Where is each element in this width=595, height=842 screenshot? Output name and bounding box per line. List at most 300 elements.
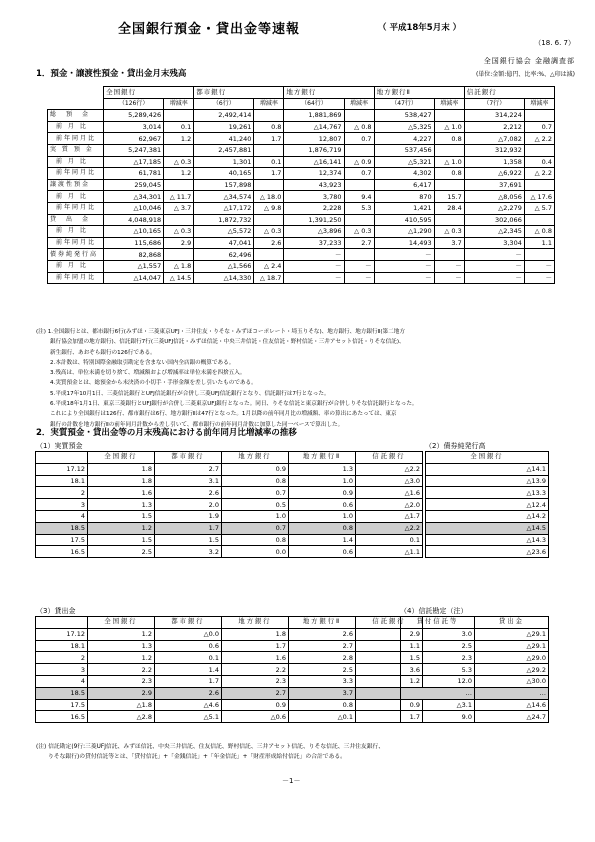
trend-row xyxy=(426,463,549,475)
rate-cell: 28.4 xyxy=(434,202,464,214)
rate-cell xyxy=(524,214,554,226)
value-cell: △12.4 xyxy=(426,499,549,511)
column-header: 地方銀行 xyxy=(222,617,289,629)
trend-row xyxy=(401,687,549,699)
trend-header-row xyxy=(36,617,423,629)
rate-cell: 2.9 xyxy=(164,237,194,249)
rate-cell xyxy=(164,249,194,261)
rate-header: 増減率 xyxy=(164,98,194,110)
amount-cell: △1,290 xyxy=(374,226,434,238)
column-header: 全国銀行 xyxy=(88,617,155,629)
trend-row xyxy=(401,711,549,723)
amount-cell: △17,172 xyxy=(194,202,254,214)
value-cell: △23.6 xyxy=(426,546,549,558)
rate-cell: 9.4 xyxy=(344,191,374,203)
month-cell: 2 xyxy=(36,487,88,499)
rate-cell xyxy=(434,249,464,261)
amount-cell: 2,492,414 xyxy=(194,110,254,122)
amount-cell: △2,345 xyxy=(464,226,524,238)
balance-table xyxy=(47,86,555,284)
row-label: 前年同月比 xyxy=(48,168,104,180)
month-cell: 4 xyxy=(36,675,88,687)
row-label: 債券純発行高 xyxy=(48,249,104,261)
row-label: 実 質 預 金 xyxy=(48,144,104,156)
value-cell: 2.0 xyxy=(155,499,222,511)
amount-cell: 3,014 xyxy=(104,121,164,133)
amount-cell: 3,304 xyxy=(464,237,524,249)
value-cell: … xyxy=(401,687,475,699)
column-header: 都市銀行 xyxy=(155,452,222,464)
group-name: 全国銀行 xyxy=(104,87,194,99)
column-header: 信託銀行 xyxy=(356,617,423,629)
rate-header: 増減率 xyxy=(524,98,554,110)
trend-header-row xyxy=(426,452,549,464)
value-cell: △3.1 xyxy=(401,699,475,711)
rate-cell: △ 1.0 xyxy=(434,156,464,168)
amount-cell: 47,041 xyxy=(194,237,254,249)
amount-cell: 1,301 xyxy=(194,156,254,168)
rate-cell: △ 14.5 xyxy=(164,272,194,284)
value-cell: 1.3 xyxy=(88,499,155,511)
table-row xyxy=(48,191,555,203)
row-label: 貸 出 金 xyxy=(48,214,104,226)
value-cell: 0.6 xyxy=(155,640,222,652)
rate-cell xyxy=(164,110,194,122)
rate-cell: 0.8 xyxy=(254,121,284,133)
value-cell: 1.7 xyxy=(155,675,222,687)
trust-caption: （4）信託勘定（注） xyxy=(400,607,468,615)
rate-cell xyxy=(254,214,284,226)
rate-cell: △ 0.3 xyxy=(344,226,374,238)
month-cell: 3 xyxy=(36,499,88,511)
rate-cell: △ 18.7 xyxy=(254,272,284,284)
value-cell: 1.3 xyxy=(289,463,356,475)
row-label: 前年同月比 xyxy=(48,133,104,145)
value-cell: 12.0 xyxy=(401,675,475,687)
row-label: 総 預 金 xyxy=(48,110,104,122)
value-cell: 1.6 xyxy=(222,652,289,664)
rate-cell xyxy=(434,110,464,122)
rate-cell xyxy=(164,214,194,226)
value-cell: 2.6 xyxy=(155,487,222,499)
rate-cell: 1.1 xyxy=(524,237,554,249)
value-cell: 0.1 xyxy=(356,534,423,546)
amount-cell: 1,881,869 xyxy=(284,110,344,122)
value-cell: 3.0 xyxy=(401,628,475,640)
row-label: 前 月 比 xyxy=(48,121,104,133)
value-cell: 0.9 xyxy=(222,699,289,711)
rate-cell: △ 1.0 xyxy=(434,121,464,133)
loans-trend-table xyxy=(35,616,423,723)
table-row xyxy=(48,121,555,133)
trend-row xyxy=(401,652,549,664)
value-cell: △14.1 xyxy=(426,463,549,475)
amount-cell: △7,082 xyxy=(464,133,524,145)
amount-cell: 538,427 xyxy=(374,110,434,122)
trend-row xyxy=(401,640,549,652)
rate-cell: 1.2 xyxy=(164,133,194,145)
value-cell: △2.0 xyxy=(356,499,423,511)
amount-cell: △8,056 xyxy=(464,191,524,203)
value-cell: 0.8 xyxy=(289,522,356,534)
value-cell: △1.6 xyxy=(356,487,423,499)
trend-row xyxy=(401,628,549,640)
rate-cell xyxy=(344,110,374,122)
rate-cell: 1.7 xyxy=(254,168,284,180)
trend-header-row xyxy=(401,617,549,629)
trend-row xyxy=(426,499,549,511)
row-label: 前 月 比 xyxy=(48,226,104,238)
column-header: 地方銀行Ⅱ xyxy=(289,452,356,464)
trend-row xyxy=(401,699,549,711)
value-cell: △13.3 xyxy=(426,487,549,499)
loans-caption: （3）貸出金 xyxy=(36,607,76,615)
value-cell: △29.2 xyxy=(475,664,549,676)
value-cell: … xyxy=(475,687,549,699)
bonds-caption: （2）債券純発行高 xyxy=(425,442,486,450)
table-row xyxy=(48,179,555,191)
value-cell: △30.0 xyxy=(475,675,549,687)
amount-cell: △14,330 xyxy=(194,272,254,284)
table-row xyxy=(48,168,555,180)
amount-cell: 19,261 xyxy=(194,121,254,133)
value-cell: 1.2 xyxy=(88,652,155,664)
amount-cell: △10,165 xyxy=(104,226,164,238)
rate-cell: 0.1 xyxy=(254,156,284,168)
trend-row xyxy=(401,675,549,687)
column-header: 信託銀行 xyxy=(356,452,423,464)
value-cell: 1.7 xyxy=(155,522,222,534)
note-line: 2.本計数は、特別国際金融取引勘定を含まない国内全店銀の概算である。 xyxy=(50,359,235,366)
trend-row xyxy=(36,475,423,487)
amount-cell: △16,141 xyxy=(284,156,344,168)
amount-cell: △1,557 xyxy=(104,260,164,272)
rate-cell: △ 0.9 xyxy=(344,156,374,168)
amount-cell: 870 xyxy=(374,191,434,203)
note-line: 銀行協会加盟の地方銀行)、信託銀行7行(三菱UFJ信託・みずほ信託・中央三井信託・住友信託・野村信託・三井アセット信託・りそな信託)、 xyxy=(50,339,405,346)
note-line: 4.実質預金とは、総預金から未決済の小切手・手形金額を差し引いたものである。 xyxy=(50,380,257,387)
value-cell: 1.5 xyxy=(88,510,155,522)
trend-row xyxy=(36,522,423,534)
rate-cell: 0.8 xyxy=(434,133,464,145)
rate-cell: 15.7 xyxy=(434,191,464,203)
value-cell: 1.7 xyxy=(356,711,423,723)
rate-cell xyxy=(524,249,554,261)
value-cell: 0.0 xyxy=(222,546,289,558)
trend-row xyxy=(426,546,549,558)
value-cell: △24.7 xyxy=(475,711,549,723)
month-cell: 16.5 xyxy=(36,711,88,723)
note-line: (注) 1.全国銀行とは、都市銀行6行(みずほ・三菱東京UFJ・三井住友・りそな・みずほコーポレート・埼玉りそな)、地方銀行、地方銀行Ⅱ(第二地方 xyxy=(36,329,405,335)
trend-row xyxy=(36,628,423,640)
rate-cell xyxy=(434,214,464,226)
rate-header: 増減率 xyxy=(434,98,464,110)
value-cell: 2.5 xyxy=(88,546,155,558)
group-name: 都市銀行 xyxy=(194,87,284,99)
rate-cell: 5.3 xyxy=(344,202,374,214)
amount-cell: 40,165 xyxy=(194,168,254,180)
month-cell: 18.1 xyxy=(36,475,88,487)
row-label: 前年同月比 xyxy=(48,272,104,284)
rate-cell: 3.7 xyxy=(434,237,464,249)
amount-cell: 157,898 xyxy=(194,179,254,191)
amount-cell: △34,301 xyxy=(104,191,164,203)
value-cell: △2.2 xyxy=(356,522,423,534)
trend-row xyxy=(36,652,423,664)
trend-row xyxy=(426,534,549,546)
group-count: （6行） xyxy=(194,98,254,110)
value-cell: 1.4 xyxy=(155,664,222,676)
rate-cell xyxy=(344,179,374,191)
rate-cell: △ 0.8 xyxy=(344,121,374,133)
rate-cell: △ 0.3 xyxy=(164,156,194,168)
rate-cell: △ 2.2 xyxy=(524,168,554,180)
amount-cell: 62,496 xyxy=(194,249,254,261)
value-cell: △29.1 xyxy=(475,640,549,652)
value-cell: △0.1 xyxy=(289,711,356,723)
value-cell: △0.6 xyxy=(222,711,289,723)
amount-cell: △1,566 xyxy=(194,260,254,272)
amount-cell: △14,047 xyxy=(104,272,164,284)
value-cell: △14.3 xyxy=(426,534,549,546)
group-name: 信託銀行 xyxy=(464,87,554,99)
amount-cell: 537,456 xyxy=(374,144,434,156)
value-cell: 3.1 xyxy=(155,475,222,487)
column-header: 地方銀行 xyxy=(222,452,289,464)
value-cell: 3.6 xyxy=(356,664,423,676)
amount-cell: △5,572 xyxy=(194,226,254,238)
deposits-caption: （1）実質預金 xyxy=(36,442,83,450)
month-cell: 17.5 xyxy=(36,534,88,546)
rate-cell xyxy=(344,249,374,261)
value-cell: 0.1 xyxy=(155,652,222,664)
value-cell: 0.6 xyxy=(289,546,356,558)
amount-cell: 43,923 xyxy=(284,179,344,191)
amount-cell: 2,457,881 xyxy=(194,144,254,156)
rate-cell xyxy=(524,110,554,122)
value-cell: 1.0 xyxy=(289,510,356,522)
amount-cell: △2,279 xyxy=(464,202,524,214)
amount-cell: 302,066 xyxy=(464,214,524,226)
rate-cell: △ 2.4 xyxy=(254,260,284,272)
trend-row xyxy=(36,640,423,652)
rate-cell: － xyxy=(344,272,374,284)
rate-cell xyxy=(344,214,374,226)
footnote xyxy=(36,743,384,762)
value-cell: △1.7 xyxy=(356,510,423,522)
corner-cell xyxy=(36,617,88,629)
rate-cell: △ 0.3 xyxy=(164,226,194,238)
group-name: 地方銀行Ⅱ xyxy=(374,87,464,99)
value-cell: 2.7 xyxy=(222,687,289,699)
value-cell: 1.8 xyxy=(88,463,155,475)
value-cell: 1.2 xyxy=(88,522,155,534)
month-cell: 16.5 xyxy=(36,546,88,558)
rate-cell: △ 9.8 xyxy=(254,202,284,214)
table-row xyxy=(48,144,555,156)
report-date: （18. 6. 7） xyxy=(534,39,575,47)
amount-cell: 14,493 xyxy=(374,237,434,249)
amount-cell: 2,228 xyxy=(284,202,344,214)
value-cell: △2.2 xyxy=(356,463,423,475)
rate-cell: － xyxy=(524,272,554,284)
value-cell: 1.3 xyxy=(88,640,155,652)
value-cell: 2.3 xyxy=(222,675,289,687)
amount-cell: － xyxy=(464,272,524,284)
amount-cell: 1,391,250 xyxy=(284,214,344,226)
value-cell: 1.2 xyxy=(88,628,155,640)
month-cell: 17.12 xyxy=(36,463,88,475)
rate-cell xyxy=(434,179,464,191)
value-cell: 0.8 xyxy=(222,534,289,546)
value-cell: 1.5 xyxy=(155,534,222,546)
value-cell: △14.2 xyxy=(426,510,549,522)
amount-cell: － xyxy=(374,260,434,272)
value-cell: 1.8 xyxy=(88,475,155,487)
month-cell: 3 xyxy=(36,664,88,676)
value-cell: 1.6 xyxy=(88,487,155,499)
amount-cell: △34,574 xyxy=(194,191,254,203)
row-label: 前 月 比 xyxy=(48,260,104,272)
value-cell: 2.2 xyxy=(222,664,289,676)
table-row xyxy=(48,237,555,249)
rate-cell xyxy=(524,144,554,156)
row-label: 前 月 比 xyxy=(48,191,104,203)
value-cell: △1.8 xyxy=(88,699,155,711)
value-cell: 2.6 xyxy=(289,628,356,640)
amount-cell: － xyxy=(464,260,524,272)
group-count: （64行） xyxy=(284,98,344,110)
rate-cell: 0.4 xyxy=(524,156,554,168)
corner-cell xyxy=(36,452,88,464)
group-count: （7行） xyxy=(464,98,524,110)
trend-row xyxy=(36,699,423,711)
amount-cell: △5,321 xyxy=(374,156,434,168)
row-label: 前年同月比 xyxy=(48,237,104,249)
amount-cell: 41,240 xyxy=(194,133,254,145)
value-cell: 0.6 xyxy=(289,499,356,511)
table-row xyxy=(48,249,555,261)
value-cell: 2.3 xyxy=(401,652,475,664)
rate-cell: － xyxy=(434,260,464,272)
value-cell: 5.3 xyxy=(401,664,475,676)
amount-cell: 1,876,719 xyxy=(284,144,344,156)
value-cell: 1.9 xyxy=(155,510,222,522)
bonds-trend-table xyxy=(425,451,549,558)
trend-header-row xyxy=(36,452,423,464)
table-row xyxy=(48,110,555,122)
column-header: 都市銀行 xyxy=(155,617,222,629)
value-cell: △1.1 xyxy=(356,546,423,558)
value-cell: 0.9 xyxy=(222,463,289,475)
value-cell: △13.9 xyxy=(426,475,549,487)
value-cell: 0.9 xyxy=(356,699,423,711)
notes-block xyxy=(36,327,576,430)
value-cell: 2.2 xyxy=(88,664,155,676)
rate-cell xyxy=(254,179,284,191)
rate-cell: 0.1 xyxy=(164,121,194,133)
row-label: 前年同月比 xyxy=(48,202,104,214)
trend-row xyxy=(36,675,423,687)
value-cell: 3.3 xyxy=(289,675,356,687)
rate-cell xyxy=(254,110,284,122)
value-cell: 1.5 xyxy=(88,534,155,546)
rate-cell: △ 18.0 xyxy=(254,191,284,203)
section1-title: 1．預金・譲渡性預金・貸出金月末残高 xyxy=(36,69,187,79)
group-count: （126行） xyxy=(104,98,164,110)
rate-cell xyxy=(164,144,194,156)
column-header: 全国銀行 xyxy=(88,452,155,464)
month-cell: 18.1 xyxy=(36,640,88,652)
amount-cell: 314,224 xyxy=(464,110,524,122)
trend-row xyxy=(36,546,423,558)
value-cell: 1.8 xyxy=(222,628,289,640)
amount-cell: 4,048,918 xyxy=(104,214,164,226)
value-cell: △14.5 xyxy=(426,522,549,534)
rate-header: 増減率 xyxy=(254,98,284,110)
rate-cell: 0.7 xyxy=(524,121,554,133)
rate-cell: △ 0.8 xyxy=(524,226,554,238)
rate-cell xyxy=(164,179,194,191)
rate-cell: △ 0.3 xyxy=(254,226,284,238)
amount-cell: 6,417 xyxy=(374,179,434,191)
amount-cell: 82,868 xyxy=(104,249,164,261)
amount-cell: 61,781 xyxy=(104,168,164,180)
value-cell: △29.0 xyxy=(475,652,549,664)
note-line: 新生銀行、あおぞら銀行の126行である。 xyxy=(50,349,156,356)
trend-row xyxy=(426,510,549,522)
trend-row xyxy=(36,687,423,699)
amount-cell: 1,872,732 xyxy=(194,214,254,226)
table-row xyxy=(48,133,555,145)
column-header: 貸出金 xyxy=(475,617,549,629)
amount-cell: △10,046 xyxy=(104,202,164,214)
value-cell: 2.9 xyxy=(356,628,423,640)
amount-cell: 312,932 xyxy=(464,144,524,156)
amount-cell: 4,302 xyxy=(374,168,434,180)
report-title: 全国銀行預金・貸出金等速報 xyxy=(118,22,301,37)
amount-cell: 37,233 xyxy=(284,237,344,249)
table-row xyxy=(48,272,555,284)
amount-cell: △5,325 xyxy=(374,121,434,133)
value-cell: 1.2 xyxy=(356,675,423,687)
value-cell: △5.1 xyxy=(155,711,222,723)
month-cell: 4 xyxy=(36,510,88,522)
value-cell: △29.1 xyxy=(475,628,549,640)
table-row xyxy=(48,214,555,226)
deposits-trend-table xyxy=(35,451,423,558)
trend-row xyxy=(36,499,423,511)
rate-cell: △ 11.7 xyxy=(164,191,194,203)
subheader-row xyxy=(48,98,555,110)
column-header: 地方銀行Ⅱ xyxy=(289,617,356,629)
amount-cell: 3,780 xyxy=(284,191,344,203)
trend-row xyxy=(426,522,549,534)
report-period: （ 平成18年5月末 ） xyxy=(378,23,462,33)
trend-row xyxy=(36,487,423,499)
note-line: これにより全国銀行は126行、都市銀行は6行、地方銀行Ⅱは47行となった。1月以降の前年同月比の増減額、率の算出にあたっては、東京 xyxy=(50,411,397,418)
rate-cell xyxy=(344,144,374,156)
amount-cell: 1,358 xyxy=(464,156,524,168)
row-label: 前 月 比 xyxy=(48,156,104,168)
amount-cell: － xyxy=(284,272,344,284)
value-cell: 2.7 xyxy=(289,640,356,652)
rate-cell: △ 17.6 xyxy=(524,191,554,203)
trend-row xyxy=(36,510,423,522)
group-count: （47行） xyxy=(374,98,434,110)
amount-cell: 115,686 xyxy=(104,237,164,249)
rate-cell: 1.7 xyxy=(254,133,284,145)
